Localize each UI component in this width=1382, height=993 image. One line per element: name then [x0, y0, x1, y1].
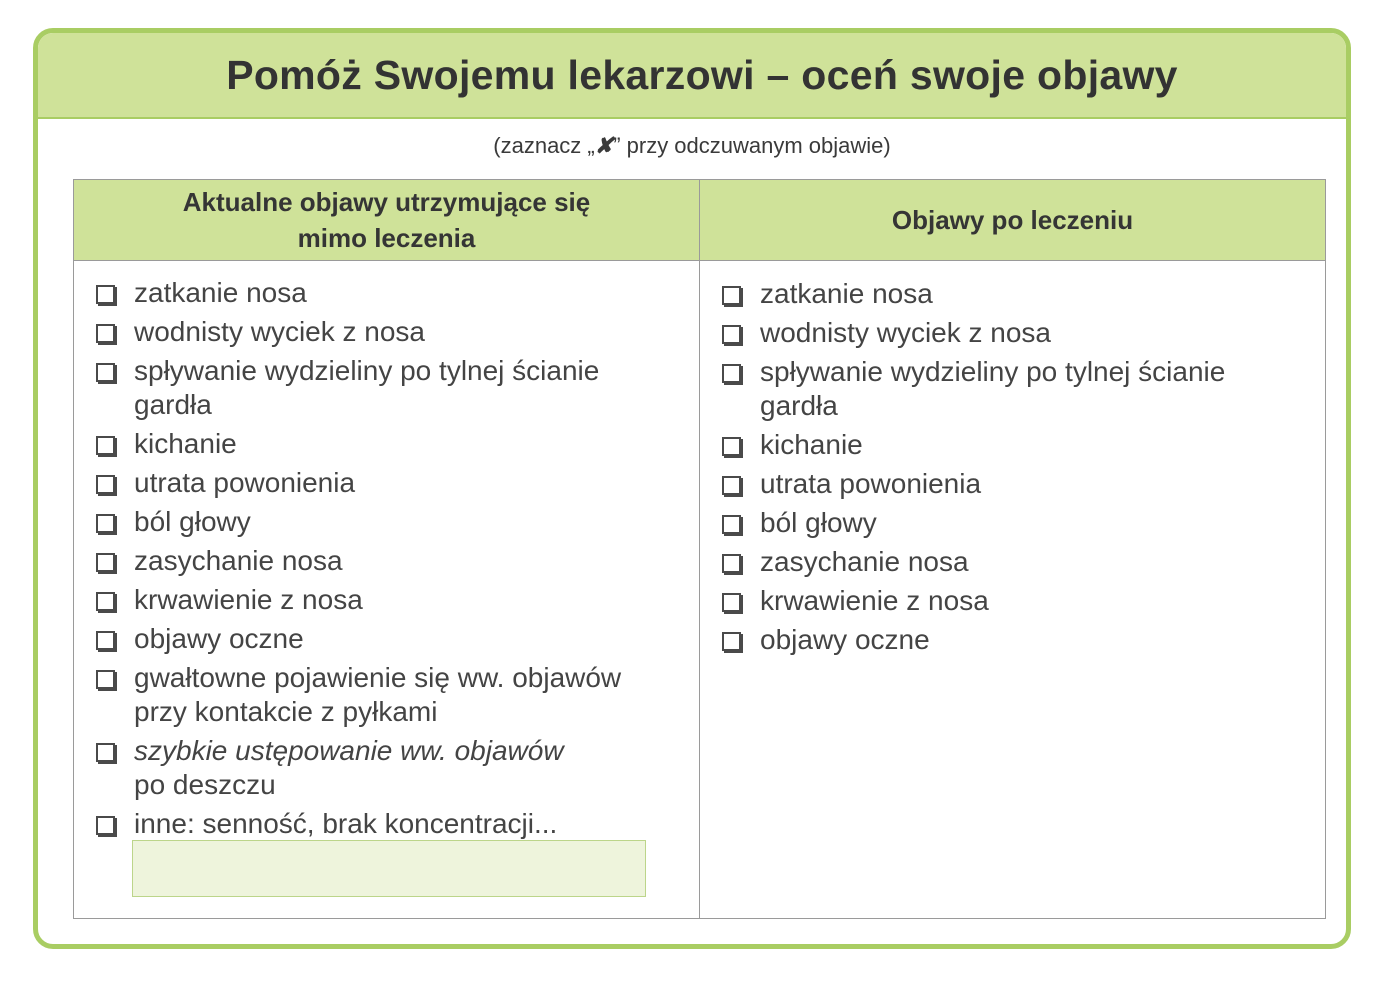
list-item[interactable]: wodnisty wyciek z nosa — [722, 316, 1315, 350]
list-item[interactable]: inne: senność, brak koncentracji... — [96, 807, 689, 841]
list-item[interactable]: gwałtowne pojawienie się ww. objawów przy kontakcie z pyłkami — [96, 661, 659, 729]
after-treatment-heading: Objawy po leczeniu — [700, 180, 1325, 261]
list-item[interactable]: krwawienie z nosa — [96, 583, 689, 617]
checkbox[interactable] — [722, 632, 741, 651]
checkbox[interactable] — [722, 476, 741, 495]
checkbox[interactable] — [96, 816, 115, 835]
x-mark-icon: ✘ — [594, 133, 614, 158]
checkbox[interactable] — [722, 593, 741, 612]
checkbox[interactable] — [722, 364, 741, 383]
list-item[interactable]: zatkanie nosa — [722, 277, 1315, 311]
list-item[interactable]: zasychanie nosa — [722, 545, 1315, 579]
checkbox[interactable] — [96, 285, 115, 304]
list-item[interactable]: krwawienie z nosa — [722, 584, 1315, 618]
current-symptoms-list — [96, 276, 689, 846]
current-symptoms-column — [74, 180, 700, 918]
checkbox[interactable] — [722, 325, 741, 344]
instruction-before: (zaznacz „ — [493, 133, 595, 158]
list-item[interactable]: spływanie wydzieliny po tylnej ścianie gardła — [96, 354, 634, 422]
after-treatment-list — [722, 277, 1315, 662]
checkbox[interactable] — [722, 515, 741, 534]
list-item[interactable]: kichanie — [722, 428, 1315, 462]
checkbox[interactable] — [96, 475, 115, 494]
list-item[interactable]: objawy oczne — [722, 623, 1315, 657]
checkbox[interactable] — [96, 514, 115, 533]
checkbox[interactable] — [96, 363, 115, 382]
symptom-assessment-card — [33, 28, 1351, 949]
list-item[interactable]: kichanie — [96, 427, 689, 461]
other-symptoms-answer-field[interactable] — [132, 840, 646, 897]
page-title: Pomóż Swojemu lekarzowi – oceń swoje objawy — [226, 51, 1178, 98]
list-item[interactable]: ból głowy — [722, 506, 1315, 540]
checkbox[interactable] — [96, 436, 115, 455]
card-header — [38, 33, 1346, 119]
checkbox[interactable] — [96, 631, 115, 650]
list-item[interactable]: utrata powonienia — [96, 466, 689, 500]
checkbox[interactable] — [722, 554, 741, 573]
list-item[interactable]: spływanie wydzieliny po tylnej ścianie gardła — [722, 355, 1280, 423]
symptom-table — [73, 179, 1326, 919]
checkbox[interactable] — [96, 324, 115, 343]
list-item[interactable]: utrata powonienia — [722, 467, 1315, 501]
after-treatment-column — [700, 180, 1325, 918]
instruction-after: ” przy odczuwanym objawie) — [613, 133, 891, 158]
list-item[interactable]: zatkanie nosa — [96, 276, 689, 310]
checkbox[interactable] — [96, 743, 115, 762]
list-item[interactable]: zasychanie nosa — [96, 544, 689, 578]
list-item[interactable]: wodnisty wyciek z nosa — [96, 315, 689, 349]
checkbox[interactable] — [722, 286, 741, 305]
instruction-text — [38, 133, 1346, 159]
checkbox[interactable] — [96, 553, 115, 572]
checkbox[interactable] — [96, 670, 115, 689]
checkbox[interactable] — [722, 437, 741, 456]
list-item[interactable]: objawy oczne — [96, 622, 689, 656]
list-item[interactable]: szybkie ustępowanie ww. objawów po deszczu — [96, 734, 689, 802]
list-item-line2: po deszczu — [134, 769, 276, 800]
list-item[interactable]: ból głowy — [96, 505, 689, 539]
checkbox[interactable] — [96, 592, 115, 611]
current-heading-line1: Aktualne objawy utrzymujące się — [182, 187, 591, 217]
current-symptoms-heading — [74, 180, 699, 261]
current-heading-line2: mimo leczenia — [297, 223, 476, 253]
